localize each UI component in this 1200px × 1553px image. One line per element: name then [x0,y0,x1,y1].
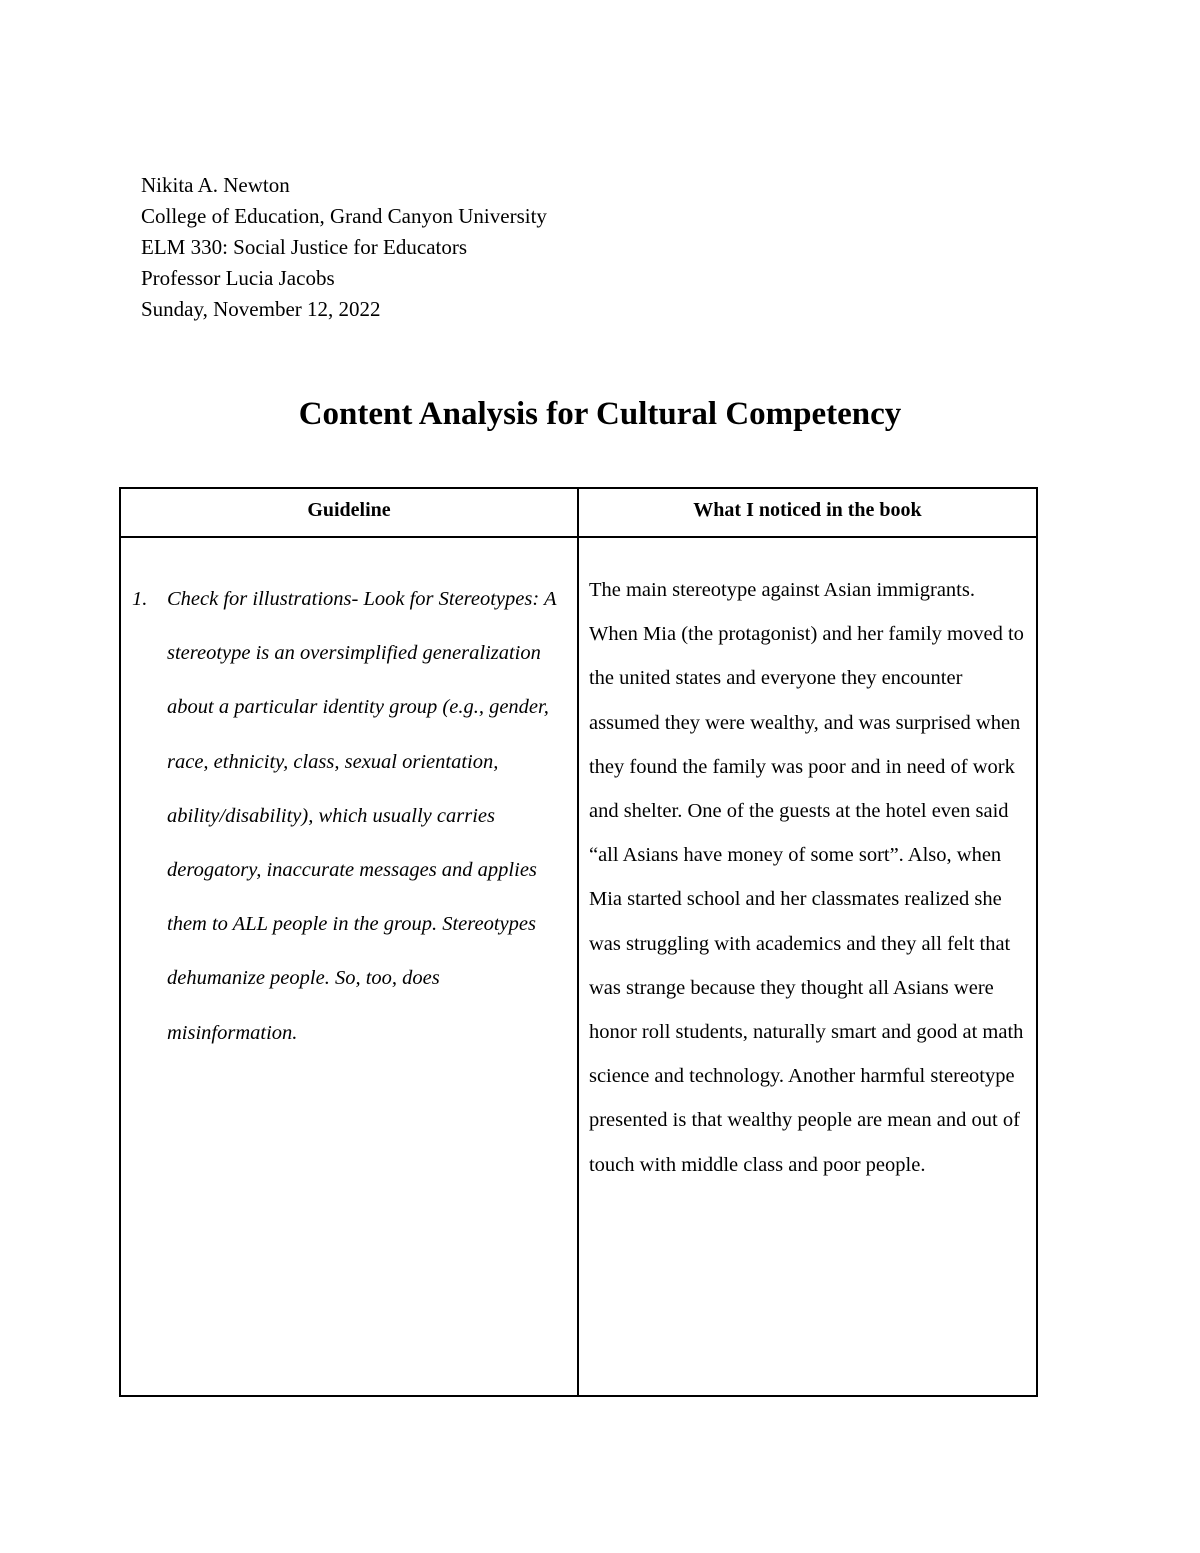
document-header [141,170,547,325]
professor-name: Professor Lucia Jacobs [141,266,335,290]
table-header-row [120,488,1037,537]
institution: College of Education, Grand Canyon University [141,204,547,228]
table-row [120,537,1037,1396]
noticed-cell [578,537,1037,1396]
course-name: ELM 330: Social Justice for Educators [141,235,468,259]
author-name: Nikita A. Newton [141,173,290,197]
document-title: Content Analysis for Cultural Competency [298,396,902,432]
noticed-text: The main stereotype against Asian immigrants. When Mia (the protagonist) and her family moved to the united states and everyone they encounter assumed they were wealthy, and was surprised when they found the family was poor and in need of work and shelter. One of the guests at the hotel even said “all Asians have money of some sort”. Also, when Mia started school and her classmates realized she was struggling with academics and they all felt that was strange because they thought all Asians were honor roll students, naturally smart and good at math science and technology. Another harmful stereotype presented is that wealthy people are mean and out of touch with middle class and poor people. [588,579,1024,1176]
guideline-number: 1. [132,588,148,610]
guideline-cell [120,537,578,1396]
document-date: Sunday, November 12, 2022 [141,297,381,321]
guideline-column-header: Guideline [120,488,578,537]
analysis-table [119,487,1038,1397]
noticed-column-header: What I noticed in the book [578,488,1037,537]
guideline-text: Check for illustrations- Look for Stereotypes: A stereotype is an oversimplified generalization about a particular identity group (e.g., gender, race, ethnicity, class, sexual orientation, ability/disability), which usually carries derogatory, inaccurate messages and applies them to ALL people in the group. Stereotypes dehumanize people. So, too, does misinformation. [167,588,557,1044]
